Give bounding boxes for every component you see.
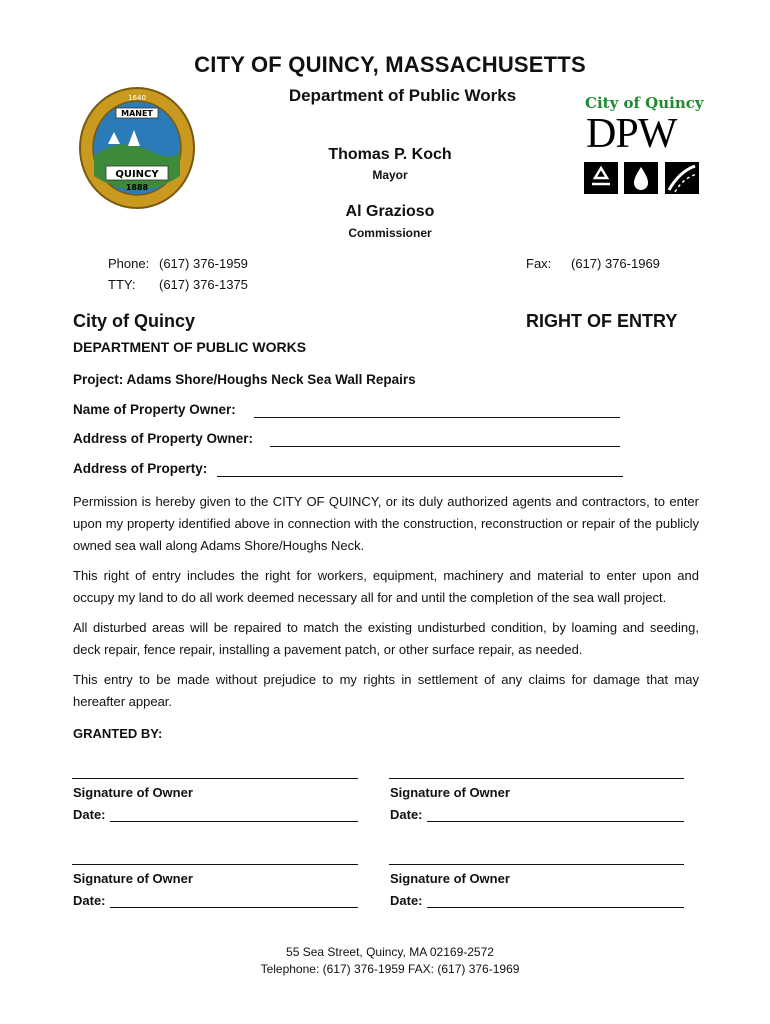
- document-title: RIGHT OF ENTRY: [526, 311, 678, 331]
- dpw-logo: [580, 94, 714, 198]
- signature-line[interactable]: [389, 864, 684, 865]
- seal-city: QUINCY: [115, 169, 159, 180]
- owner-name-label: Name of Property Owner:: [73, 402, 236, 417]
- signature-label: Signature of Owner: [73, 871, 193, 886]
- city-title: CITY OF QUINCY, MASSACHUSETTS: [194, 52, 586, 77]
- owner-address-field[interactable]: [270, 431, 620, 447]
- date-label: Date:: [390, 807, 423, 822]
- granted-by-label: GRANTED BY:: [73, 726, 163, 741]
- fax-value: (617) 376-1969: [571, 256, 660, 271]
- department-title: Department of Public Works: [288, 86, 517, 105]
- signature-label: Signature of Owner: [390, 871, 510, 886]
- form-department: DEPARTMENT OF PUBLIC WORKS: [73, 339, 307, 355]
- tty-value: (617) 376-1375: [159, 277, 248, 292]
- phone-value: (617) 376-1959: [159, 256, 248, 271]
- tty-label: TTY:: [108, 277, 136, 292]
- water-drop-icon: [624, 162, 658, 194]
- project-line: Project: Adams Shore/Houghs Neck Sea Wall Repairs: [73, 372, 416, 387]
- signature-label: Signature of Owner: [73, 785, 193, 800]
- phone-label: Phone:: [108, 256, 150, 271]
- logo-dpw: DPW: [586, 111, 677, 157]
- city-seal: [78, 86, 196, 210]
- fax-label: Fax:: [526, 256, 552, 271]
- property-address-field[interactable]: [217, 461, 623, 477]
- property-address-label: Address of Property:: [73, 461, 208, 476]
- date-field[interactable]: [110, 806, 358, 822]
- footer-phones: Telephone: (617) 376-1959 FAX: (617) 376-1969: [260, 962, 520, 976]
- date-field[interactable]: [427, 892, 684, 908]
- owner-name-field[interactable]: [254, 402, 620, 418]
- paragraph-scope: This right of entry includes the right for workers, equipment, machinery and material to enter upon and occupy my land to do all work deemed necessary all for and until the completion of the sea wall project.: [73, 568, 699, 605]
- signature-label: Signature of Owner: [390, 785, 510, 800]
- paragraph-prejudice: This entry to be made without prejudice to my rights in settlement of any claims for damage that may hereafter appear.: [73, 672, 699, 709]
- commissioner-title: Commissioner: [348, 226, 432, 240]
- logo-title: City of Quincy: [585, 94, 704, 112]
- signature-line[interactable]: [389, 778, 684, 779]
- footer-address: 55 Sea Street, Quincy, MA 02169-2572: [286, 945, 494, 959]
- date-label: Date:: [73, 807, 106, 822]
- road-icon: [665, 162, 699, 194]
- seal-banner: MANET: [121, 109, 153, 118]
- paragraph-repairs: All disturbed areas will be repaired to match the existing undisturbed condition, by loaming and seeding, deck repair, fence repair, installing a pavement patch, or other surface repair, as needed.: [73, 620, 699, 657]
- footer: [150, 944, 630, 978]
- date-label: Date:: [73, 893, 106, 908]
- owner-address-label: Address of Property Owner:: [73, 431, 254, 446]
- seal-year: 1888: [125, 183, 149, 192]
- form-city: City of Quincy: [73, 311, 196, 331]
- commissioner-name: Al Grazioso: [345, 203, 435, 220]
- signature-line[interactable]: [72, 864, 358, 865]
- signature-line[interactable]: [72, 778, 358, 779]
- date-field[interactable]: [427, 806, 684, 822]
- mayor-title: Mayor: [372, 168, 408, 182]
- recycle-icon: [584, 162, 618, 194]
- paragraph-permission: Permission is hereby given to the CITY OF QUINCY, or its duly authorized agents and contractors, to enter upon my property identified above in connection with the construction, reconstruction or repair of the publicly owned sea wall along Adams Shore/Houghs Neck.: [73, 494, 699, 553]
- date-label: Date:: [390, 893, 423, 908]
- seal-year-top: 1640: [128, 94, 146, 102]
- mayor-name: Thomas P. Koch: [328, 146, 452, 163]
- date-field[interactable]: [110, 892, 358, 908]
